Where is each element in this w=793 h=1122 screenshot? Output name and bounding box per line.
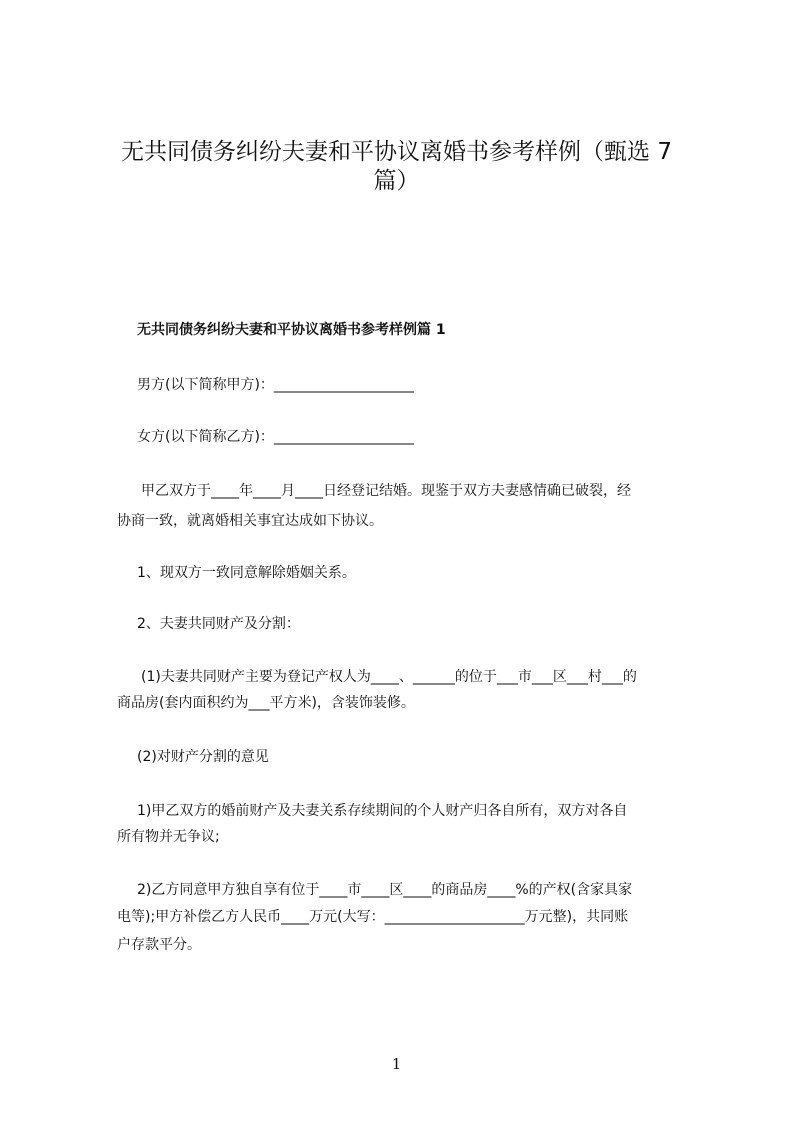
sub-item-2-line-1: 2)乙方同意甲方独自享有位于____市____区____的商品房____%的产权(含家具家 — [137, 882, 633, 898]
item-2-1-line-2: 商品房(套内面积约为___平方米)，含装饰装修。 — [117, 695, 415, 711]
sub-item-2-line-3: 户存款平分。 — [117, 937, 201, 953]
intro-line-1: 甲乙双方于____年____月____日经登记结婚。现鉴于双方夫妻感情确已破裂，经 — [141, 483, 631, 499]
item-1: 1、现双方一致同意解除婚姻关系。 — [137, 565, 356, 581]
woman-party-line: 女方(以下简称乙方)：____________________ — [137, 429, 414, 445]
man-party-line: 男方(以下简称甲方)：____________________ — [137, 377, 414, 393]
document-title — [60, 138, 733, 196]
page-number: 1 — [391, 1055, 402, 1073]
item-2: 2、夫妻共同财产及分割： — [137, 616, 300, 632]
item-2-1-line-1: (1)夫妻共同财产主要为登记产权人为____、______的位于___市___区___村___的 — [141, 669, 637, 685]
sub-item-1-line-2: 所有物并无争议; — [117, 829, 220, 845]
item-2-2: (2)对财产分割的意见 — [137, 749, 269, 765]
intro-line-2: 协商一致，就离婚相关事宜达成如下协议。 — [117, 513, 383, 529]
sub-item-1-line-1: 1)甲乙双方的婚前财产及夫妻关系存续期间的个人财产归各自所有，双方对各自 — [137, 803, 628, 819]
title-line-1: 无共同债务纠纷夫妻和平协议离婚书参考样例（甄选 7 — [121, 139, 672, 165]
section-heading: 无共同债务纠纷夫妻和平协议离婚书参考样例篇 1 — [137, 322, 446, 338]
sub-item-2-line-2: 电等);甲方补偿乙方人民币____万元(大写：____________________万元整)，共同账 — [117, 909, 629, 925]
title-line-2: 篇） — [373, 168, 420, 194]
